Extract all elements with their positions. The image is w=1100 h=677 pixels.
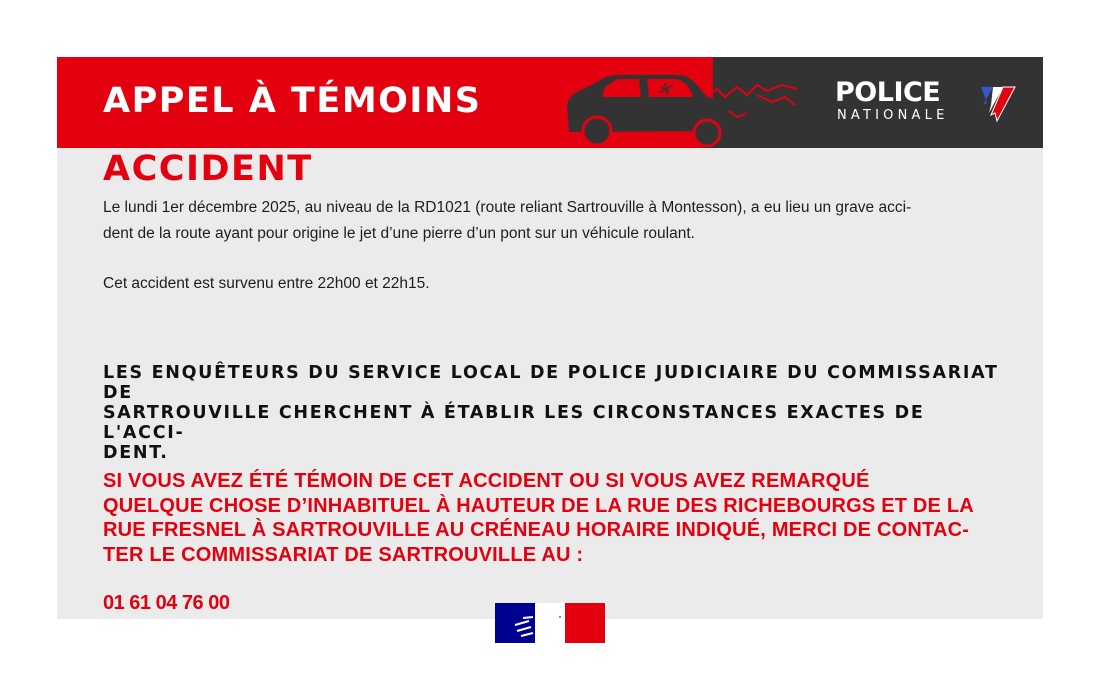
contact-phone-number[interactable]: 01 61 04 76 00 xyxy=(103,592,230,614)
logo-police-text: POLICE xyxy=(835,77,941,108)
appeal-line: RUE FRESNEL À SARTROUVILLE AU CRÉNEAU HORAIRE INDIQUÉ, MERCI DE CONTAC- xyxy=(103,519,970,541)
witness-appeal-text xyxy=(103,469,1003,567)
accident-description xyxy=(103,195,1003,247)
tricolor-flame-icon xyxy=(975,83,1017,123)
section-title: ACCIDENT xyxy=(103,149,313,189)
car-crash-illustration-icon xyxy=(557,57,857,148)
witness-appeal-poster xyxy=(57,57,1043,619)
investigators-line: DENT. xyxy=(103,443,169,463)
logo-nationale-text: NATIONALE xyxy=(837,108,949,123)
accident-time: Cet accident est survenu entre 22h00 et 22h15. xyxy=(103,275,430,292)
appeal-line: TER LE COMMISSARIAT DE SARTROUVILLE AU : xyxy=(103,543,584,566)
description-line: dent de la route ayant pour origine le jet d’une pierre d’un pont sur un véhicule roulant. xyxy=(103,225,695,242)
appeal-line: QUELQUE CHOSE D’INHABITUEL À HAUTEUR DE LA RUE DES RICHEBOURGS ET DE LA xyxy=(103,494,974,517)
investigators-statement xyxy=(103,363,1003,463)
header-banner xyxy=(57,57,1043,148)
investigators-line: LES ENQUÊTEURS DU SERVICE LOCAL DE POLICE JUDICIAIRE DU COMMISSARIAT DE xyxy=(103,363,999,403)
page-title: APPEL À TÉMOINS xyxy=(103,81,482,121)
marianne-republique-francaise-icon xyxy=(495,603,605,643)
description-line: Le lundi 1er décembre 2025, au niveau de la RD1021 (route reliant Sartrouville à Montesson), a eu lieu un grave acci- xyxy=(103,199,912,216)
police-nationale-logo xyxy=(835,77,1020,127)
appeal-line: SI VOUS AVEZ ÉTÉ TÉMOIN DE CET ACCIDENT OU SI VOUS AVEZ REMARQUÉ xyxy=(103,470,870,492)
investigators-line: SARTROUVILLE CHERCHENT À ÉTABLIR LES CIRCONSTANCES EXACTES DE L'ACCI- xyxy=(103,403,925,443)
